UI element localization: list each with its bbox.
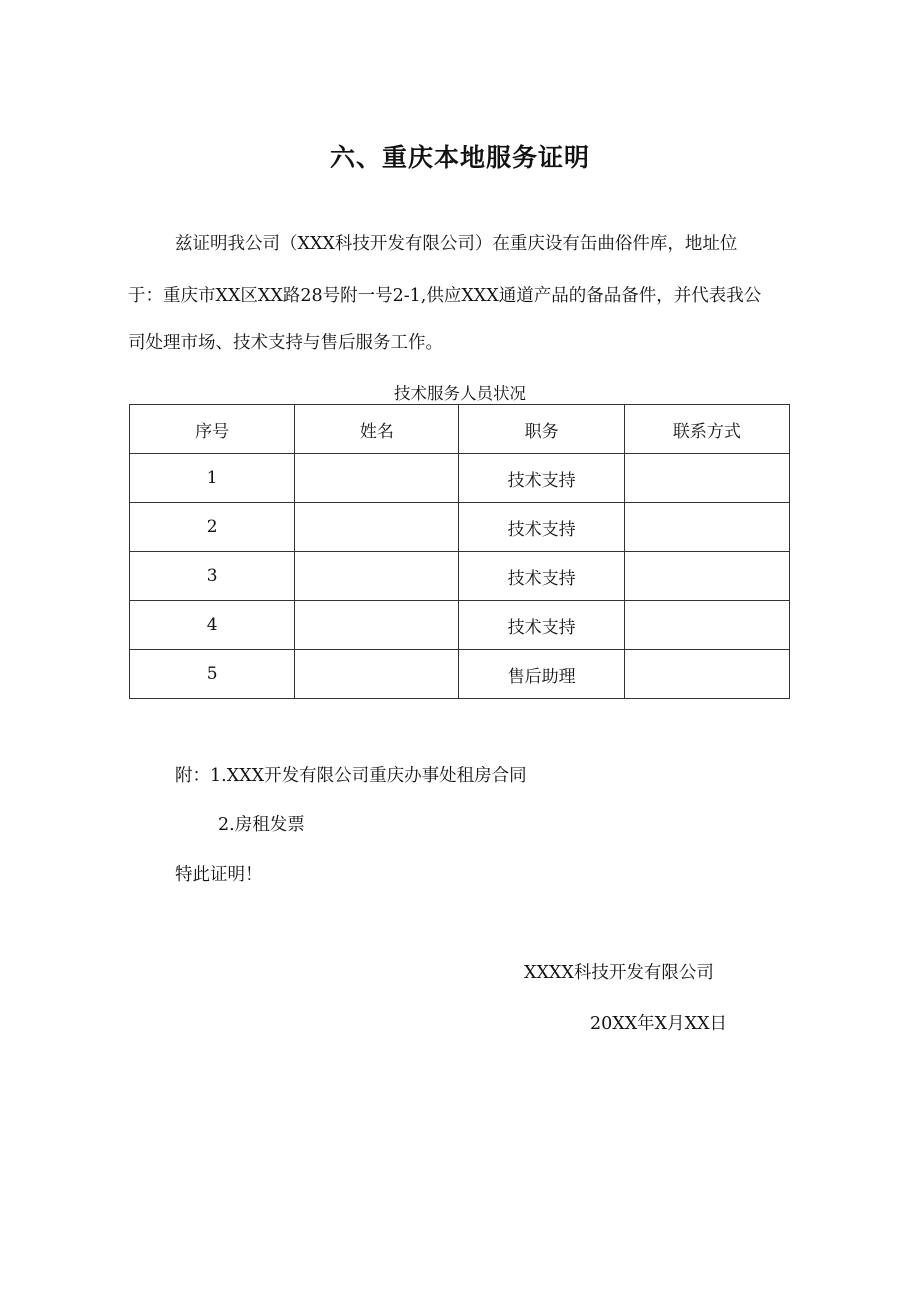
table-row xyxy=(130,650,790,699)
table-row xyxy=(130,552,790,601)
cell-name xyxy=(295,454,459,503)
cell-no: 1 xyxy=(130,454,295,503)
cell-contact xyxy=(624,601,789,650)
cell-name xyxy=(295,650,459,699)
cell-no: 4 xyxy=(130,601,295,650)
cell-contact xyxy=(624,454,789,503)
header-no: 序号 xyxy=(130,405,295,454)
cell-no: 3 xyxy=(130,552,295,601)
header-name: 姓名 xyxy=(295,405,459,454)
cell-role: 技术支持 xyxy=(459,601,624,650)
cell-role: 技术支持 xyxy=(459,552,624,601)
table-row xyxy=(130,454,790,503)
cell-role: 售后助理 xyxy=(459,650,624,699)
cell-no: 5 xyxy=(130,650,295,699)
cell-name xyxy=(295,503,459,552)
table-row xyxy=(130,503,790,552)
signature-date: 20XX年X月XX日 xyxy=(590,1014,728,1034)
closing-statement: 特此证明！ xyxy=(175,865,263,885)
cell-name xyxy=(295,552,459,601)
cell-role: 技术支持 xyxy=(459,503,624,552)
staff-table xyxy=(129,404,790,699)
paragraph-line-3: 司处理市场、技术支持与售后服务工作。 xyxy=(128,333,443,353)
cell-contact xyxy=(624,503,789,552)
header-contact: 联系方式 xyxy=(624,405,789,454)
cell-contact xyxy=(624,650,789,699)
cell-name xyxy=(295,601,459,650)
table-row xyxy=(130,601,790,650)
table-header-row xyxy=(130,405,790,454)
header-role: 职务 xyxy=(459,405,624,454)
attachment-item-2: 2.房租发票 xyxy=(218,815,305,835)
cell-contact xyxy=(624,552,789,601)
document-title: 六、重庆本地服务证明 xyxy=(329,143,590,172)
paragraph-line-1: 兹证明我公司（XXX科技开发有限公司）在重庆设有缶曲俗件库，地址位 xyxy=(175,234,738,254)
cell-no: 2 xyxy=(130,503,295,552)
attachment-item-1: 附：1.XXX开发有限公司重庆办事处租房合同 xyxy=(175,766,527,786)
paragraph-line-2: 于：重庆市XX区XX路28号附一号2-1,供应XXX通道产品的备品备件，并代表我公 xyxy=(128,286,762,306)
signature-company: XXXX科技开发有限公司 xyxy=(524,963,714,983)
table-caption: 技术服务人员状况 xyxy=(394,384,526,403)
cell-role: 技术支持 xyxy=(459,454,624,503)
